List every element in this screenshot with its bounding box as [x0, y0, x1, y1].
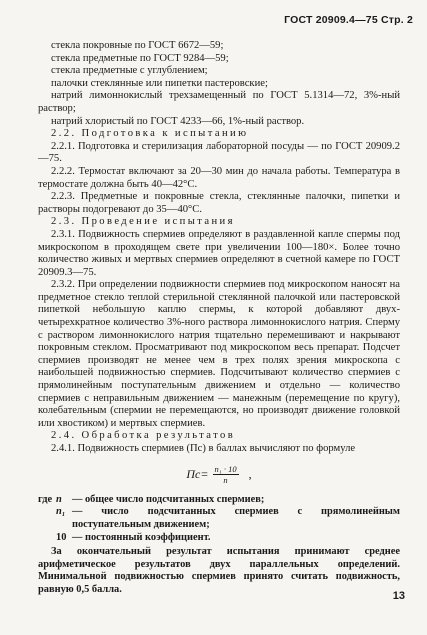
- paragraph: 2.4.1. Подвижность спермиев (Пс) в баллах вычисляют по формуле: [51, 443, 356, 454]
- where-label: где: [38, 493, 53, 505]
- materials-line: стекла предметные по ГОСТ 9284—59;: [51, 52, 229, 64]
- document-body: [38, 40, 400, 597]
- section-heading: 2.2. Подготовка к испытанию: [51, 128, 249, 140]
- definition-symbol: 10: [56, 531, 67, 543]
- definition-row: [38, 532, 400, 545]
- materials-line: стекла предметные с углублением;: [51, 65, 208, 77]
- formula-fraction: [213, 464, 239, 485]
- definition-row: [38, 506, 400, 532]
- materials-line: натрий хлористый по ГОСТ 4233—66, 1%-ный раствор.: [51, 115, 305, 127]
- motility-formula: [38, 457, 400, 493]
- page-header: ГОСТ 20909.4—75 Стр. 2: [284, 14, 413, 26]
- paragraph: 2.2.2. Термостат включают за 20—30 мин до начала работы. Температура в термостате должна быть 40—42°С.: [38, 165, 400, 190]
- formula-equals: =: [200, 467, 209, 482]
- formula-lhs: Пс: [186, 467, 201, 482]
- definition-symbol: n: [56, 493, 62, 505]
- definition-symbol: n₁: [56, 506, 66, 518]
- definition-text: — число подсчитанных спермиев с прямолинейным поступательным движением;: [72, 506, 400, 531]
- definitions-block: [38, 494, 400, 597]
- formula-numerator: n₁ · 10: [214, 464, 237, 475]
- paragraph: 2.2.3. Предметные и покровные стекла, стеклянные палочки, пипетки и растворы подогревают до 35—40°С.: [38, 191, 400, 215]
- paragraph: 2.2.1. Подготовка и стерилизация лабораторной посуды — по ГОСТ 20909.2—75.: [38, 140, 400, 165]
- final-paragraph: За окончательный результат испытания принимают среднее арифметическое результатов двух параллельных определений. Минимальной подвижностью спермиев принято считать подвижность, равную 0,5 балла.: [38, 545, 400, 596]
- definition-row: [38, 494, 400, 507]
- formula-tail: ,: [248, 467, 252, 482]
- definition-text: — общее число подсчитанных спермиев;: [72, 493, 265, 505]
- materials-line: палочки стеклянные или пипетки пастеровские;: [51, 77, 268, 89]
- formula-denominator: n: [223, 475, 228, 486]
- definition-text: — постоянный коэффициент.: [72, 531, 211, 543]
- paragraph: 2.3.2. При определении подвижности спермиев под микроскопом наносят на предметное стекло теплой стерильной стеклянной палочкой или пастеровской пипеткой небольшую каплю спермы, к которой добавляют двух-четырехкратное количество 3%-ного раствора лимоннокислого натрия. Сперму с раствором лимоннокислого натрия тщательно перемешивают и накрывают покровным стеклом. Просматривают под микроскопом весь препарат. Подсчет спермиев производят не менее чем в трех полях зрения микроскопа с наибольшей подвижностью спермиев. Подсчитывают количество спермиев с прямолинейным поступательным движением и отдельно — количество спермиев с неправильным движением — манежным (перемещение по кругу), колебательным (спермии не перемещаются, но производят движение головкой или хвостиком) и мертвых спермиев.: [38, 279, 400, 429]
- section-heading: 2.3. Проведение испытания: [51, 216, 235, 228]
- materials-line: натрий лимоннокислый трехзамещенный по ГОСТ 5.1314—72, 3%-ный раствор;: [38, 90, 400, 114]
- section-heading: 2.4. Обработка результатов: [51, 430, 236, 442]
- paragraph: 2.3.1. Подвижность спермиев определяют в раздавленной капле спермы под микроскопом в проходящем свете при увеличении 100—180×. Более точно количество живых и мертвых спермиев определяют в счетной камере по ГОСТ 20909.3—75.: [38, 228, 400, 278]
- materials-line: стекла покровные по ГОСТ 6672—59;: [51, 40, 224, 51]
- page-number: 13: [392, 590, 405, 602]
